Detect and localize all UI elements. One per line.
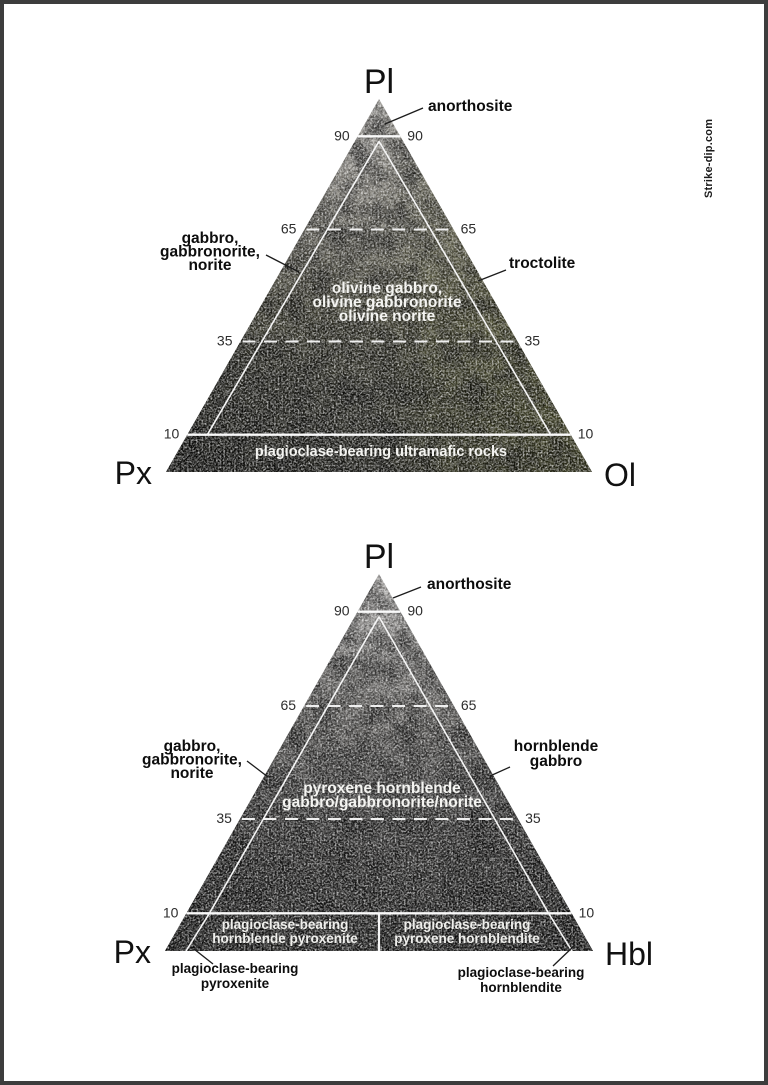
pointer-line-right [478, 270, 506, 281]
tick-label-35-right: 35 [524, 332, 541, 349]
tick-label-35-left: 35 [216, 810, 232, 826]
watermark-credit: Strike-dip.com [703, 118, 715, 198]
field-label-outside_right: plagioclase-bearing hornblendite [457, 965, 585, 995]
tick-label-90-left: 90 [334, 127, 350, 144]
field-label-apex: anorthosite [428, 98, 513, 115]
field-label-bottom_strip: plagioclase-bearing ultramafic rocks [254, 444, 508, 460]
diagram-pl-px-hbl [114, 538, 653, 995]
pointer-line-left [247, 761, 268, 777]
pointer-line-apex [393, 587, 421, 598]
corner-label-bottom-right: Hbl [605, 936, 654, 972]
field-label-left: gabbro, gabbronorite, norite [142, 738, 242, 782]
tick-label-10-right: 10 [578, 904, 595, 921]
tick-label-90-right: 90 [407, 127, 423, 144]
corner-label-bottom-right: Ol [604, 457, 636, 493]
tick-label-65-right: 65 [460, 220, 477, 237]
pointer-line-right [490, 767, 510, 776]
field-label-strip_right: plagioclase-bearing pyroxene hornblendite [394, 917, 540, 946]
field-label-right: hornblende gabbro [513, 738, 599, 770]
field-label-right: troctolite [509, 255, 576, 272]
tick-label-10-right: 10 [577, 425, 594, 442]
field-label-outside_left: plagioclase-bearing pyroxenite [171, 961, 299, 991]
tick-label-65-left: 65 [280, 220, 297, 237]
corner-label-bottom-left: Px [113, 934, 151, 970]
tick-label-35-left: 35 [216, 332, 233, 349]
corner-label-top: Pl [363, 538, 395, 576]
corner-label-bottom-left: Px [114, 455, 152, 491]
ternary-diagrams-canvas [4, 4, 768, 1085]
field-label-left: gabbro, gabbronorite, norite [160, 230, 260, 274]
tick-label-10-left: 10 [163, 425, 180, 442]
corner-label-top: Pl [363, 63, 395, 101]
field-label-apex: anorthosite [427, 576, 512, 593]
pointer-line-apex [385, 108, 423, 124]
tick-label-65-left: 65 [280, 697, 297, 713]
tick-label-10-left: 10 [162, 904, 179, 921]
field-label-center: olivine gabbro, olivine gabbronorite olivine norite [312, 280, 462, 325]
tick-label-90-right: 90 [407, 602, 423, 619]
field-label-strip_left: plagioclase-bearing hornblende pyroxenite [212, 917, 358, 946]
diagram-pl-px-ol [115, 63, 636, 493]
tick-label-65-right: 65 [460, 697, 477, 713]
tick-label-90-left: 90 [334, 602, 350, 619]
tick-label-35-right: 35 [525, 810, 541, 826]
field-label-center: pyroxene hornblende gabbro/gabbronorite/norite [282, 780, 482, 811]
